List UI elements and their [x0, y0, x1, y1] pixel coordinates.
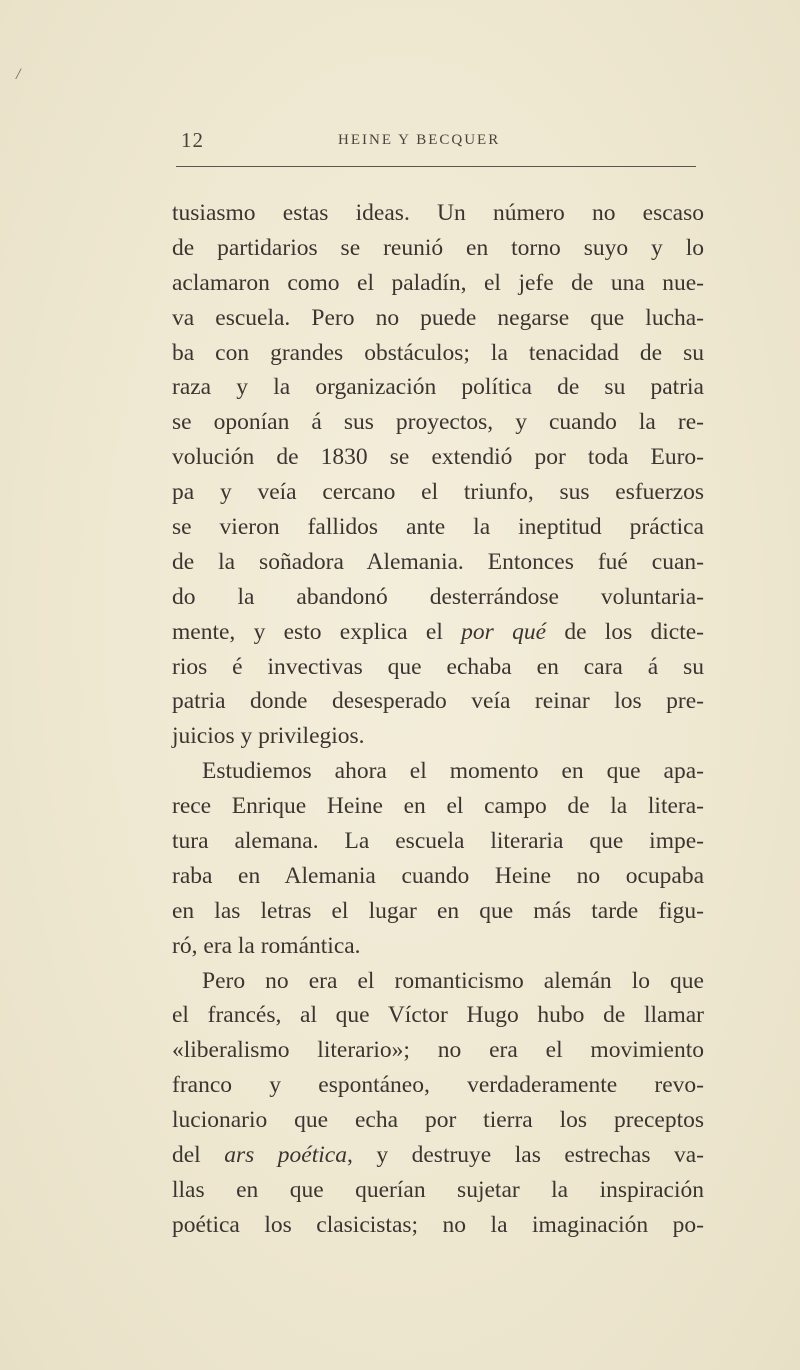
text-line: patria donde desesperado veía reinar los pre- — [172, 688, 704, 715]
paragraph-start-line: Estudiemos ahora el momento en que apa- — [202, 758, 704, 785]
text-line: franco y espontáneo, verdaderamente revo- — [172, 1072, 704, 1099]
text-line: rios é invectivas que echaba en cara á su — [172, 653, 704, 680]
running-head: HEINE Y BECQUER — [338, 132, 501, 148]
page-number: 12 — [181, 128, 204, 152]
text-line: tusiasmo estas ideas. Un número no escaso — [172, 200, 704, 226]
text-line: tura alemana. La escuela literaria que impe- — [172, 828, 704, 855]
text-line: se oponían á sus proyectos, y cuando la re- — [172, 409, 704, 436]
text-line: poética los clasicistas; no la imaginación po- — [172, 1211, 704, 1238]
text-line: «liberalismo literario»; no era el movimiento — [172, 1037, 704, 1064]
text-line: raba en Alemania cuando Heine no ocupaba — [172, 862, 704, 889]
paragraph-end-line: ró, era la romántica. — [172, 932, 361, 959]
text-line-with-italic — [172, 1138, 704, 1173]
text-line: ba con grandes obstáculos; la tenacidad de su — [172, 339, 704, 366]
text-line: volución de 1830 se extendió por toda Euro- — [172, 444, 704, 471]
text-line: do la abandonó desterrándose voluntaria- — [172, 583, 704, 610]
text-line: lucionario que echa por tierra los preceptos — [172, 1107, 704, 1134]
text-line: el francés, al que Víctor Hugo hubo de llamar — [172, 1002, 704, 1029]
text-line-with-italic — [172, 615, 704, 650]
header-rule — [176, 166, 696, 167]
body-text — [172, 196, 704, 1243]
text-line: llas en que querían sujetar la inspiración — [172, 1176, 704, 1203]
text-run: de los dicte- — [546, 618, 704, 645]
italic-phrase: por qué — [461, 618, 547, 645]
text-line: va escuela. Pero no puede negarse que lucha- — [172, 304, 704, 331]
text-run: del — [172, 1142, 225, 1169]
italic-phrase: ars poética — [224, 1142, 347, 1169]
paragraph-end-line: juicios y privilegios. — [172, 723, 365, 750]
text-run: mente, y esto explica el — [172, 618, 462, 645]
text-line: aclamaron como el paladín, el jefe de una nue- — [172, 269, 704, 296]
text-line: de la soñadora Alemania. Entonces fué cuan- — [172, 548, 704, 575]
text-line: se vieron fallidos ante la ineptitud práctica — [172, 514, 704, 541]
text-line: rece Enrique Heine en el campo de la litera- — [172, 793, 704, 820]
text-run: , y destruye las estrechas va- — [346, 1142, 704, 1169]
paragraph-start-line: Pero no era el romanticismo alemán lo que — [202, 967, 704, 994]
text-line: raza y la organización política de su patria — [172, 374, 704, 401]
stray-pencil-mark: / — [16, 66, 21, 83]
text-line: pa y veía cercano el triunfo, sus esfuerzos — [172, 479, 704, 506]
text-line: en las letras el lugar en que más tarde figu- — [172, 897, 704, 924]
text-line: de partidarios se reunió en torno suyo y lo — [172, 234, 704, 261]
